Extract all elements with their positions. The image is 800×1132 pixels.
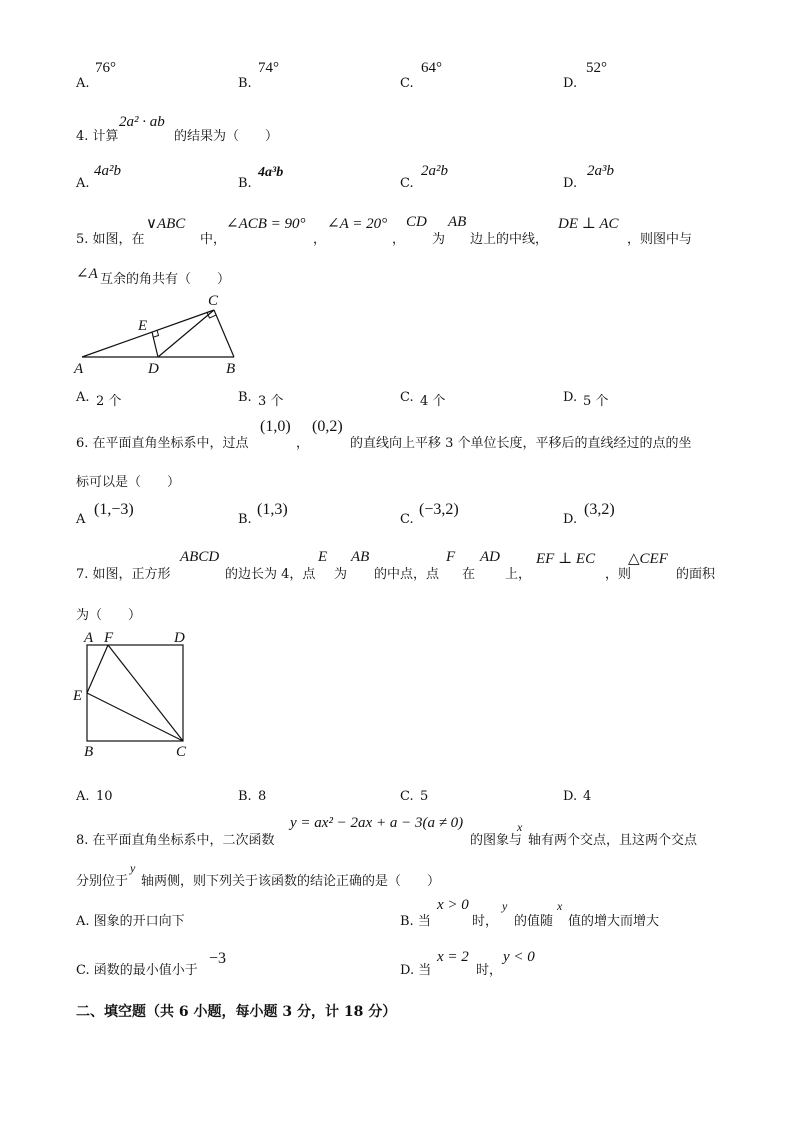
q7-text-4: 的中点，点	[374, 567, 440, 582]
q6-point-1: (1,0)	[260, 418, 291, 435]
q3-option-d-value: 52°	[586, 60, 607, 76]
q5-label-a: A	[74, 361, 84, 377]
q8-option-a: A. 图象的开口向下	[76, 914, 185, 929]
q5-label-b: B	[226, 361, 236, 377]
q8-text-5: 轴两侧，则下列关于该函数的结论正确的是（ ）	[141, 874, 441, 889]
q6-text-3: 的直线向上平移 3 个单位长度，平移后的直线经过的点的坐	[350, 436, 692, 451]
q7-text-8: 的面积	[676, 567, 716, 582]
q8-option-c-text: C. 函数的最小值小于	[76, 963, 198, 978]
q4-expression: 2a² · ab	[119, 114, 165, 130]
q8-option-d-text-1: D. 当	[400, 963, 432, 978]
q7-math-3: AB	[351, 549, 370, 565]
q3-option-a-letter: A.	[76, 76, 90, 91]
q6-point-2: (0,2)	[312, 418, 343, 435]
q5-math-4: CD	[406, 214, 427, 230]
q7-label-f: F	[104, 630, 114, 646]
q6-text-1: 6. 在平面直角坐标系中，过点	[76, 436, 249, 451]
q5-option-c-value: 4 个	[420, 394, 446, 409]
q3-option-a-value: 76°	[95, 60, 116, 76]
q8-option-d-text-2: 时，	[476, 963, 503, 978]
q7-text-3: 为	[334, 567, 348, 582]
q5-triangle-figure	[70, 290, 250, 380]
q8-option-b-text-1: B. 当	[400, 914, 431, 929]
q7-segment-ec	[87, 693, 183, 741]
q7-option-c-letter: C.	[400, 789, 414, 804]
q5-math-2: ∠ACB = 90°	[226, 216, 306, 232]
q5-text-8: 互余的角共有（ ）	[100, 272, 231, 287]
q5-label-e: E	[138, 318, 148, 334]
q3-option-c-value: 64°	[421, 60, 442, 76]
q3-option-c-letter: C.	[400, 76, 414, 91]
q6-option-d-value: (3,2)	[584, 501, 615, 518]
q4-option-a-value: 4a²b	[94, 163, 121, 179]
q5-option-b-letter: B.	[238, 390, 252, 405]
q5-label-c: C	[208, 293, 219, 309]
q8-option-d-math-1: x = 2	[437, 949, 469, 965]
q3-option-b-value: 74°	[258, 60, 279, 76]
q7-option-b-letter: B.	[238, 789, 252, 804]
q7-label-e: E	[73, 688, 83, 704]
q5-option-d-letter: D.	[563, 390, 578, 405]
q7-text-2: 的边长为 4，点	[225, 567, 316, 582]
q7-math-5: AD	[480, 549, 500, 565]
q6-option-c-letter: C.	[400, 512, 414, 527]
q5-segment-cd	[158, 310, 214, 357]
q5-right-angle-c	[207, 313, 216, 319]
q7-option-b-value: 8	[258, 789, 267, 804]
q4-stem-a: 4. 计算	[76, 129, 119, 144]
q8-text-4: 分别位于	[76, 874, 129, 889]
q5-text-3: ，	[313, 232, 327, 247]
q6-text-2: ，	[296, 436, 310, 451]
q6-option-b-value: (1,3)	[257, 501, 288, 518]
q5-math-6: DE ⊥ AC	[558, 216, 619, 232]
q7-option-c-value: 5	[420, 789, 429, 804]
q4-option-d-value: 2a³b	[587, 163, 614, 179]
q5-option-b-value: 3 个	[258, 394, 284, 409]
q8-option-b-math-3: x	[557, 899, 563, 913]
q4-option-b-letter: B.	[238, 176, 252, 191]
q7-option-d-letter: D.	[563, 789, 578, 804]
q5-text-5: 为	[432, 232, 446, 247]
q8-option-d-math-2: y < 0	[503, 949, 535, 965]
q7-math-1: ABCD	[180, 549, 220, 565]
q3-option-b-letter: B.	[238, 76, 252, 91]
q7-square-figure	[70, 628, 200, 760]
q8-text-3: 轴有两个交点，且这两个交点	[528, 833, 698, 848]
q7-math-6: EF ⊥ EC	[536, 551, 596, 567]
q7-text-7: ，则	[605, 567, 632, 582]
q8-option-c-math: −3	[209, 950, 227, 967]
q6-option-d-letter: D.	[563, 512, 578, 527]
q5-segment-ac	[82, 310, 214, 357]
q7-math-7: △CEF	[628, 551, 668, 567]
q7-option-d-value: 4	[583, 789, 592, 804]
q7-label-c: C	[176, 744, 187, 760]
q7-segment-fc	[108, 645, 183, 741]
q8-function: y = ax² − 2ax + a − 3(a ≠ 0)	[290, 815, 464, 831]
q4-option-d-letter: D.	[563, 176, 578, 191]
q7-label-a: A	[84, 630, 94, 646]
q5-segment-cb	[214, 310, 234, 357]
q6-option-a-letter: A	[76, 512, 86, 527]
q5-text-7: ，则图中与	[627, 232, 693, 247]
q6-text-4: 标可以是（ ）	[76, 475, 181, 490]
q7-math-4: F	[446, 549, 456, 565]
q5-option-a-letter: A.	[76, 390, 90, 405]
section-2-heading: 二、填空题（共 6 小题，每小题 3 分，计 18 分）	[76, 1004, 397, 1020]
q5-math-5: AB	[448, 214, 467, 230]
q5-text-1: 5. 如图，在	[76, 232, 145, 247]
q7-text-5: 在	[462, 567, 476, 582]
q6-option-b-letter: B.	[238, 512, 252, 527]
q8-option-b-text-2: 时，	[472, 914, 499, 929]
q5-option-c-letter: C.	[400, 390, 414, 405]
q4-option-c-value: 2a²b	[421, 163, 448, 179]
q5-text-4: ，	[392, 232, 406, 247]
q4-option-c-letter: C.	[400, 176, 414, 191]
q7-label-d: D	[174, 630, 185, 646]
q5-text-6: 边上的中线，	[470, 232, 549, 247]
q8-option-b-text-3: 的值随	[514, 914, 554, 929]
q5-math-7: ∠A	[76, 266, 98, 282]
q8-math-y: y	[130, 861, 136, 875]
q3-option-d-letter: D.	[563, 76, 578, 91]
q7-option-a-letter: A.	[76, 789, 90, 804]
q7-text-1: 7. 如图，正方形	[76, 567, 171, 582]
q8-option-b-math-2: y	[502, 899, 508, 913]
q5-option-d-value: 5 个	[583, 394, 609, 409]
q4-option-a-letter: A.	[76, 176, 90, 191]
q5-option-a-value: 2 个	[96, 394, 122, 409]
q5-math-3: ∠A = 20°	[327, 216, 388, 232]
q7-text-6: 上，	[505, 567, 532, 582]
q8-option-b-text-4: 值的增大而增大	[568, 914, 660, 929]
q7-text-9: 为（ ）	[76, 608, 142, 623]
q4-option-b-value: 4a³b	[258, 165, 284, 180]
q8-option-b-math-1: x > 0	[437, 897, 469, 913]
q8-text-2: 的图象与	[470, 833, 523, 848]
q5-label-d: D	[148, 361, 159, 377]
q8-math-x: x	[517, 820, 523, 834]
q5-math-1: ∨ABC	[146, 216, 186, 232]
q4-stem-b: 的结果为（ ）	[174, 129, 279, 144]
q7-segment-ef	[87, 645, 108, 693]
q6-option-c-value: (−3,2)	[419, 501, 459, 518]
q8-text-1: 8. 在平面直角坐标系中，二次函数	[76, 833, 275, 848]
q6-option-a-value: (1,−3)	[94, 501, 134, 518]
q7-option-a-value: 10	[96, 789, 113, 804]
q7-math-2: E	[318, 549, 328, 565]
q7-label-b: B	[84, 744, 94, 760]
q5-text-2: 中，	[200, 232, 227, 247]
